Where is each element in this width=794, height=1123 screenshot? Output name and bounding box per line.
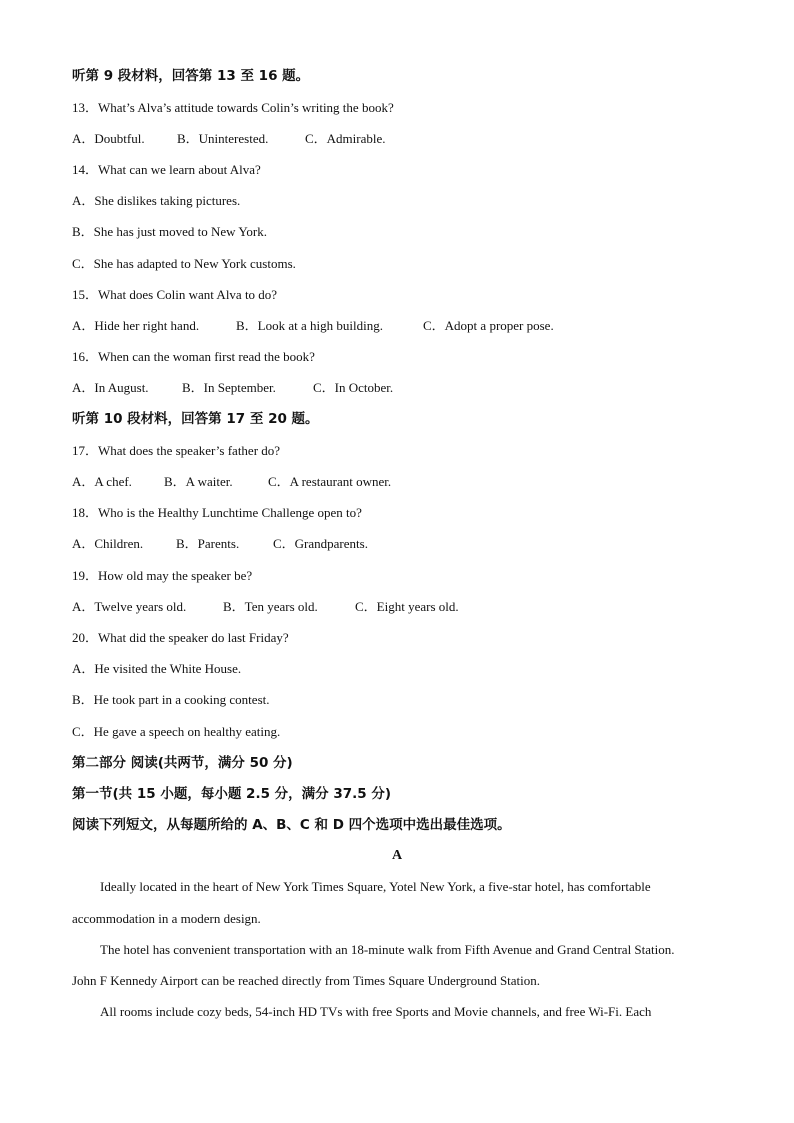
option-a: A．Hide her right hand. bbox=[72, 318, 200, 333]
question-17-options bbox=[72, 474, 391, 490]
option-a: A．Children. bbox=[72, 536, 144, 551]
option-a: A．A chef. bbox=[72, 474, 132, 489]
question-15-options bbox=[72, 318, 554, 334]
option-b: B．Parents. bbox=[176, 536, 240, 551]
option-a: A．Doubtful. bbox=[72, 131, 145, 146]
option-c: C．Adopt a proper pose. bbox=[423, 318, 554, 333]
option-b: B．She has just moved to New York. bbox=[72, 224, 268, 239]
question-16-options bbox=[72, 380, 393, 396]
passage-paragraph-3-line-1: All rooms include cozy beds, 54-inch HD TVs with free Sports and Movie channels, and free Wi-Fi. Each bbox=[100, 1004, 652, 1019]
option-a: A．Twelve years old. bbox=[72, 599, 187, 614]
question-18: 18．Who is the Healthy Lunchtime Challenge open to? bbox=[72, 505, 362, 520]
passage-paragraph-1-line-1: Ideally located in the heart of New York Times Square, Yotel New York, a five-star hotel, has comfortable bbox=[100, 879, 651, 894]
option-c: C．She has adapted to New York customs. bbox=[72, 256, 296, 271]
question-20: 20．What did the speaker do last Friday? bbox=[72, 630, 289, 645]
question-17: 17．What does the speaker’s father do? bbox=[72, 443, 281, 458]
option-b: B．In September. bbox=[182, 380, 276, 395]
section-10-heading: 听第 10 段材料，回答第 17 至 20 题。 bbox=[72, 411, 319, 427]
question-15: 15．What does Colin want Alva to do? bbox=[72, 287, 278, 302]
option-c: C．Grandparents. bbox=[273, 536, 368, 551]
option-c: C．Eight years old. bbox=[355, 599, 459, 614]
question-13-options bbox=[72, 131, 386, 147]
passage-paragraph-2-line-1: The hotel has convenient transportation with an 18-minute walk from Fifth Avenue and Grand Central Station. bbox=[100, 942, 675, 957]
passage-paragraph-2-line-2: John F Kennedy Airport can be reached directly from Times Square Underground Station. bbox=[72, 973, 541, 988]
option-c: C．He gave a speech on healthy eating. bbox=[72, 724, 281, 739]
passage-label: A bbox=[391, 848, 403, 863]
reading-instruction: 阅读下列短文，从每题所给的 A、B、C 和 D 四个选项中选出最佳选项。 bbox=[72, 817, 511, 833]
option-b: B．Look at a high building. bbox=[236, 318, 383, 333]
part-2-title: 第二部分 阅读(共两节，满分 50 分) bbox=[72, 755, 293, 771]
option-b: B．He took part in a cooking contest. bbox=[72, 692, 270, 707]
option-c: C．Admirable. bbox=[305, 131, 386, 146]
option-a: A．He visited the White House. bbox=[72, 661, 242, 676]
question-16: 16．When can the woman first read the book? bbox=[72, 349, 315, 364]
option-b: B．A waiter. bbox=[164, 474, 233, 489]
option-a: A．In August. bbox=[72, 380, 149, 395]
option-c: C．A restaurant owner. bbox=[268, 474, 392, 489]
question-14: 14．What can we learn about Alva? bbox=[72, 162, 261, 177]
question-19-options bbox=[72, 599, 459, 615]
option-a: A．She dislikes taking pictures. bbox=[72, 193, 241, 208]
part-2-section-1: 第一节(共 15 小题，每小题 2.5 分，满分 37.5 分) bbox=[72, 786, 392, 802]
question-19: 19．How old may the speaker be? bbox=[72, 568, 253, 583]
option-c: C．In October. bbox=[313, 380, 394, 395]
option-b: B．Ten years old. bbox=[223, 599, 318, 614]
passage-paragraph-1-line-2: accommodation in a modern design. bbox=[72, 911, 261, 926]
section-9-heading: 听第 9 段材料，回答第 13 至 16 题。 bbox=[72, 68, 310, 84]
option-b: B．Uninterested. bbox=[177, 131, 269, 146]
question-13: 13．What’s Alva’s attitude towards Colin’s writing the book? bbox=[72, 100, 394, 115]
question-18-options bbox=[72, 536, 368, 552]
